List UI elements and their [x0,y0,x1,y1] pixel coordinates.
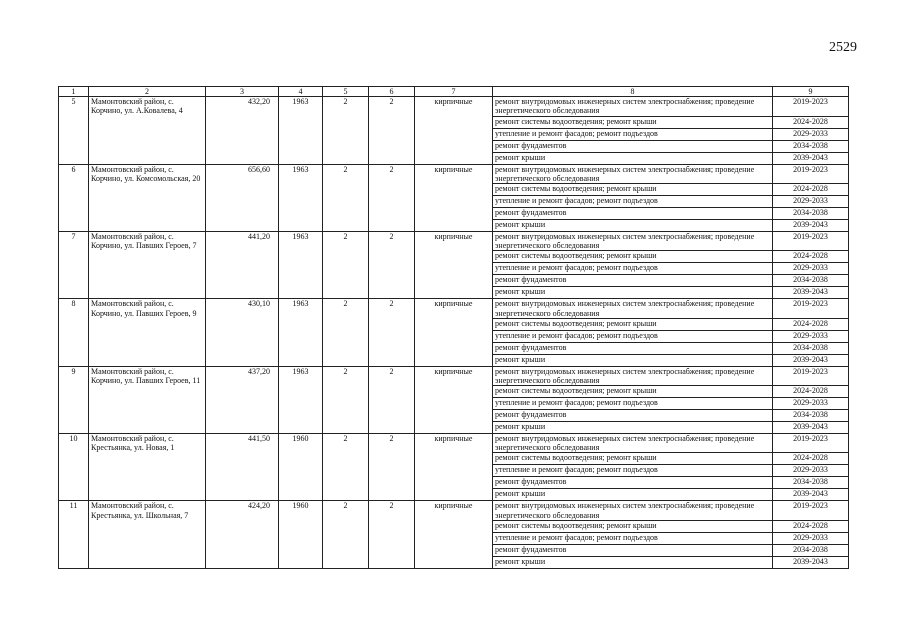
period-cell: 2034-2038 [773,140,849,152]
header-cell: 8 [493,87,773,97]
entrances-cell: 2 [369,501,415,568]
area-cell: 441,20 [206,231,279,298]
work-type-cell: ремонт внутридомовых инженерных систем электроснабжения; проведение энергетического обследования [493,164,773,183]
work-type-cell: утепление и ремонт фасадов; ремонт подъездов [493,532,773,544]
row-number-cell: 8 [59,299,89,366]
work-type-cell: ремонт крыши [493,219,773,231]
year-cell: 1960 [279,501,323,568]
address-cell: Мамонтовский район, с. Корчино, ул. Павших Героев, 7 [89,231,206,298]
entrances-cell: 2 [369,231,415,298]
area-cell: 656,60 [206,164,279,231]
period-cell: 2024-2028 [773,116,849,128]
work-type-cell: ремонт фундаментов [493,207,773,219]
work-type-cell: ремонт крыши [493,354,773,366]
header-row [59,87,849,97]
header-cell: 4 [279,87,323,97]
work-type-cell: ремонт системы водоотведения; ремонт крыши [493,116,773,128]
year-cell: 1960 [279,434,323,501]
period-cell: 2019-2023 [773,501,849,520]
period-cell: 2029-2033 [773,398,849,410]
table-row [59,366,849,385]
floors-cell: 2 [323,501,369,568]
period-cell: 2034-2038 [773,544,849,556]
work-type-cell: ремонт системы водоотведения; ремонт крыши [493,251,773,263]
page-number: 2529 [829,40,857,55]
work-type-cell: ремонт фундаментов [493,275,773,287]
work-type-cell: ремонт фундаментов [493,410,773,422]
table-row [59,97,849,116]
header-cell: 1 [59,87,89,97]
wall-material-cell: кирпичные [415,164,493,231]
work-type-cell: ремонт системы водоотведения; ремонт крыши [493,520,773,532]
work-type-cell: ремонт крыши [493,152,773,164]
period-cell: 2029-2033 [773,532,849,544]
period-cell: 2024-2028 [773,183,849,195]
period-cell: 2039-2043 [773,422,849,434]
table-row [59,231,849,250]
period-cell: 2039-2043 [773,556,849,568]
work-type-cell: ремонт крыши [493,556,773,568]
period-cell: 2029-2033 [773,195,849,207]
area-cell: 441,50 [206,434,279,501]
period-cell: 2039-2043 [773,287,849,299]
table-row [59,501,849,520]
period-cell: 2024-2028 [773,318,849,330]
work-type-cell: ремонт внутридомовых инженерных систем электроснабжения; проведение энергетического обследования [493,231,773,250]
header-cell: 9 [773,87,849,97]
period-cell: 2039-2043 [773,489,849,501]
entrances-cell: 2 [369,97,415,164]
floors-cell: 2 [323,97,369,164]
entrances-cell: 2 [369,366,415,433]
period-cell: 2024-2028 [773,251,849,263]
floors-cell: 2 [323,434,369,501]
wall-material-cell: кирпичные [415,97,493,164]
work-type-cell: ремонт фундаментов [493,544,773,556]
header-cell: 5 [323,87,369,97]
period-cell: 2019-2023 [773,366,849,385]
address-cell: Мамонтовский район, с. Корчино, ул. А.Ковалева, 4 [89,97,206,164]
period-cell: 2034-2038 [773,342,849,354]
work-type-cell: утепление и ремонт фасадов; ремонт подъездов [493,128,773,140]
header-cell: 3 [206,87,279,97]
period-cell: 2039-2043 [773,219,849,231]
work-type-cell: ремонт внутридомовых инженерных систем электроснабжения; проведение энергетического обследования [493,501,773,520]
work-type-cell: ремонт внутридомовых инженерных систем электроснабжения; проведение энергетического обследования [493,434,773,453]
period-cell: 2029-2033 [773,128,849,140]
period-cell: 2034-2038 [773,275,849,287]
header-cell: 6 [369,87,415,97]
period-cell: 2024-2028 [773,520,849,532]
area-cell: 432,20 [206,97,279,164]
year-cell: 1963 [279,366,323,433]
period-cell: 2034-2038 [773,410,849,422]
row-number-cell: 5 [59,97,89,164]
period-cell: 2034-2038 [773,207,849,219]
work-type-cell: ремонт системы водоотведения; ремонт крыши [493,183,773,195]
work-type-cell: ремонт внутридомовых инженерных систем электроснабжения; проведение энергетического обследования [493,366,773,385]
period-cell: 2029-2033 [773,465,849,477]
wall-material-cell: кирпичные [415,299,493,366]
work-type-cell: ремонт крыши [493,422,773,434]
period-cell: 2019-2023 [773,164,849,183]
address-cell: Мамонтовский район, с. Крестьянка, ул. Новая, 1 [89,434,206,501]
work-type-cell: утепление и ремонт фасадов; ремонт подъездов [493,465,773,477]
year-cell: 1963 [279,231,323,298]
address-cell: Мамонтовский район, с. Крестьянка, ул. Школьная, 7 [89,501,206,568]
row-number-cell: 9 [59,366,89,433]
work-type-cell: утепление и ремонт фасадов; ремонт подъездов [493,398,773,410]
address-cell: Мамонтовский район, с. Корчино, ул. Павших Героев, 11 [89,366,206,433]
floors-cell: 2 [323,299,369,366]
period-cell: 2024-2028 [773,386,849,398]
repair-schedule-table [58,86,849,569]
period-cell: 2024-2028 [773,453,849,465]
period-cell: 2039-2043 [773,354,849,366]
period-cell: 2019-2023 [773,231,849,250]
work-type-cell: ремонт внутридомовых инженерных систем электроснабжения; проведение энергетического обследования [493,97,773,116]
entrances-cell: 2 [369,164,415,231]
work-type-cell: утепление и ремонт фасадов; ремонт подъездов [493,263,773,275]
area-cell: 430,10 [206,299,279,366]
work-type-cell: ремонт крыши [493,287,773,299]
table-row [59,164,849,183]
work-type-cell: утепление и ремонт фасадов; ремонт подъездов [493,195,773,207]
wall-material-cell: кирпичные [415,366,493,433]
wall-material-cell: кирпичные [415,231,493,298]
header-cell: 7 [415,87,493,97]
entrances-cell: 2 [369,434,415,501]
row-number-cell: 10 [59,434,89,501]
floors-cell: 2 [323,164,369,231]
work-type-cell: ремонт системы водоотведения; ремонт крыши [493,318,773,330]
year-cell: 1963 [279,97,323,164]
period-cell: 2029-2033 [773,330,849,342]
wall-material-cell: кирпичные [415,501,493,568]
wall-material-cell: кирпичные [415,434,493,501]
row-number-cell: 6 [59,164,89,231]
period-cell: 2034-2038 [773,477,849,489]
header-cell: 2 [89,87,206,97]
work-type-cell: утепление и ремонт фасадов; ремонт подъездов [493,330,773,342]
work-type-cell: ремонт фундаментов [493,342,773,354]
table-row [59,434,849,453]
year-cell: 1963 [279,164,323,231]
work-type-cell: ремонт внутридомовых инженерных систем электроснабжения; проведение энергетического обследования [493,299,773,318]
year-cell: 1963 [279,299,323,366]
row-number-cell: 11 [59,501,89,568]
floors-cell: 2 [323,231,369,298]
address-cell: Мамонтовский район, с. Корчино, ул. Комсомольская, 20 [89,164,206,231]
period-cell: 2029-2033 [773,263,849,275]
floors-cell: 2 [323,366,369,433]
work-type-cell: ремонт крыши [493,489,773,501]
work-type-cell: ремонт системы водоотведения; ремонт крыши [493,453,773,465]
entrances-cell: 2 [369,299,415,366]
work-type-cell: ремонт фундаментов [493,477,773,489]
period-cell: 2019-2023 [773,299,849,318]
area-cell: 424,20 [206,501,279,568]
period-cell: 2019-2023 [773,97,849,116]
table-body [59,87,849,569]
work-type-cell: ремонт фундаментов [493,140,773,152]
row-number-cell: 7 [59,231,89,298]
address-cell: Мамонтовский район, с. Корчино, ул. Павших Героев, 9 [89,299,206,366]
area-cell: 437,20 [206,366,279,433]
work-type-cell: ремонт системы водоотведения; ремонт крыши [493,386,773,398]
period-cell: 2019-2023 [773,434,849,453]
period-cell: 2039-2043 [773,152,849,164]
table-row [59,299,849,318]
